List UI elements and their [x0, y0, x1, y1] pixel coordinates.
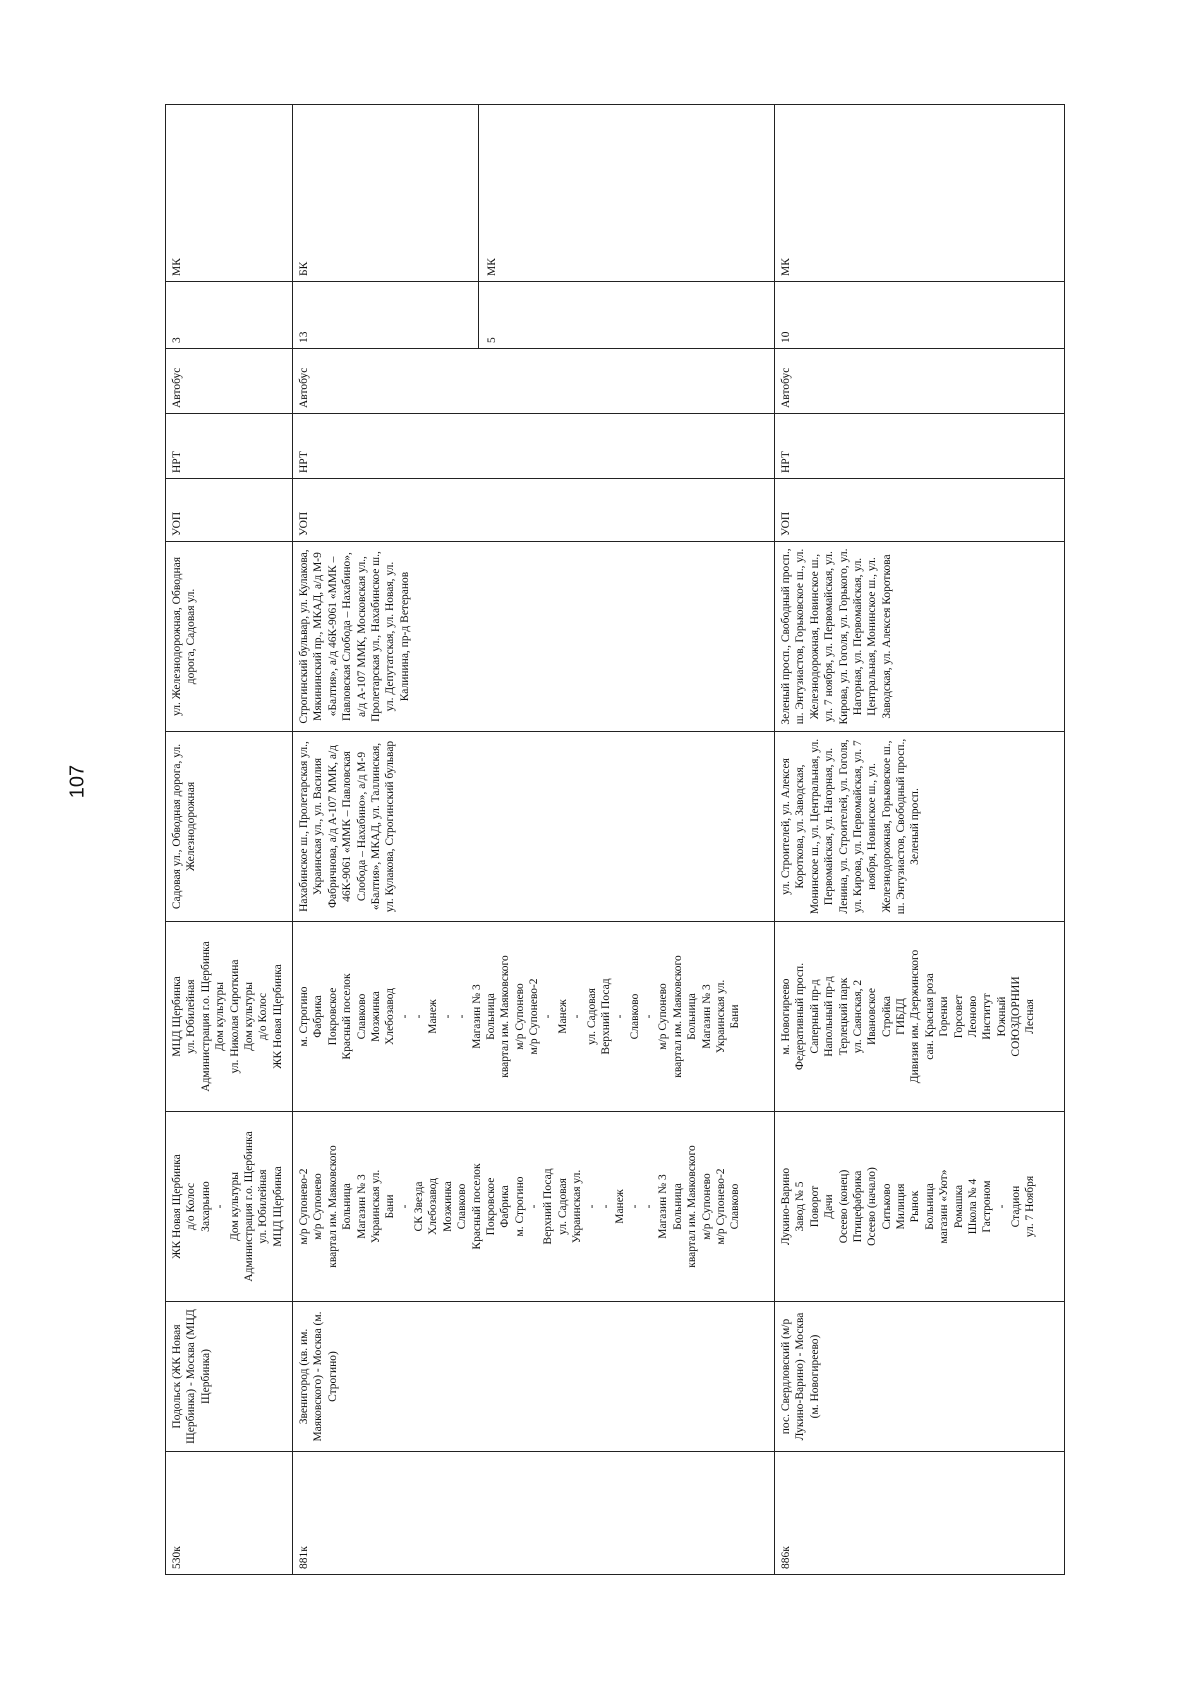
stop-name: м/р Супонево: [513, 983, 526, 1050]
stop-name: ул. Николая Сироткина: [228, 959, 241, 1074]
stop-name: квартал им. Маяковского: [499, 955, 512, 1078]
stop-name: ЖК Новая Щербинка: [271, 964, 284, 1069]
stop-name: Милиция: [895, 1183, 907, 1230]
stop-name: -: [441, 1014, 454, 1019]
stop-name: Больница: [671, 1183, 684, 1230]
stop-name: м/р Супонево-2: [714, 1168, 727, 1245]
page-number: 107: [66, 764, 89, 799]
stops-forward: [775, 1112, 1065, 1302]
stops-back: [166, 922, 293, 1112]
stop-name: Украинская ул.: [571, 1169, 584, 1244]
stop-name: Федеративный просп.: [794, 962, 807, 1071]
stop-name: ул. Юбилейная: [257, 1169, 270, 1244]
stop-name: Дом культуры: [228, 1172, 241, 1241]
stop-name: Славково: [729, 1183, 742, 1230]
stop-name: -: [995, 1204, 1008, 1209]
stop-name: Покровское: [484, 1177, 497, 1236]
stop-name: ул. Садовая: [585, 988, 598, 1045]
stop-name: -: [628, 1204, 641, 1209]
stop-name: квартал им. Маяковского: [671, 955, 684, 1078]
vehicles-count-cell: [293, 282, 775, 349]
stop-name: Лесная: [1024, 999, 1037, 1034]
stops-forward: [166, 1112, 293, 1302]
stop-name: -: [398, 1204, 411, 1209]
route-name: Звенигород (кв. им. Маяковского) - Москва (м. Строгино): [293, 1302, 775, 1452]
route-type: УОП: [775, 479, 1065, 542]
stop-name: Хлебозавод: [427, 1177, 440, 1236]
streets-forward: ул. Строителей, ул. Алексея Короткова, ул. Заводская, Монинское ш., ул. Центральная, ул. Первомайская, ул. Нагорная, ул. Ленина, ул. Строителей, ул. Гоголя, ул. Кирова, ул. Первомайская, ул. 7 ноября, Новинское ш., ул. Железнодорожная, Горьковское ш., ш. Энтузиастов, Свободный просп., Зеленый просп.: [775, 732, 1065, 922]
vehicles-count: 13: [298, 331, 310, 343]
stop-name: Мозжинка: [369, 991, 382, 1042]
route-name: пос. Свердловский (м/р Лукино-Варино) - Москва (м. Новогиреево): [775, 1302, 1065, 1452]
stops-forward: [293, 1112, 775, 1302]
stop-name: Верхний Посад: [599, 978, 612, 1055]
stop-name: Больница: [484, 993, 497, 1040]
stop-name: Ивановское: [866, 987, 879, 1046]
stop-name: ул. Юбилейная: [185, 979, 198, 1054]
stop-name: Администрация г.о. Щербинка: [242, 1131, 255, 1282]
stop-name: Институт: [981, 993, 994, 1040]
route-name: Подольск (ЖК Новая Щербинка) - Москва (МЦД Щербинка): [166, 1302, 293, 1452]
stop-name: Манеж: [556, 999, 569, 1034]
stop-name: Дачи: [823, 1194, 836, 1219]
vehicle-class: МК: [775, 105, 1065, 282]
stop-name: м/р Супонево: [312, 1173, 325, 1240]
transport-type: Автобус: [775, 349, 1065, 414]
route-number: 530к: [166, 1452, 293, 1575]
stop-name: -: [585, 1204, 598, 1209]
streets-forward: Нахабинское ш., Пролетарская ул., Украинская ул., ул. Василия Фабричнова, а/д А-107 ММК, а/д 46К-9061 «ММК – Павловская Слобода – Нахабино», а/д М-9 «Балтия», МКАД, ул. Таллинская, ул. Кулакова, Строгинский бульвар: [293, 732, 775, 922]
stop-name: Верхний Посад: [542, 1168, 555, 1245]
table-row: [166, 105, 293, 1575]
stop-name: Фабрика: [312, 995, 325, 1038]
stop-name: Славково: [355, 993, 368, 1040]
stop-name: Терлецкий парк: [837, 977, 850, 1056]
streets-back: Зеленый просп., Свободный просп., ш. Энтузиастов, Горьковское ш., ул. Железнодорожная, Новинское ш., ул. 7 ноября, ул. Первомайская, ул. Кирова, ул. Гоголя, ул. Горького, ул. Нагорная, ул. Первомайская, ул. Центральная, Монинское ш., ул. Заводская, ул. Алексея Короткова: [775, 542, 1065, 732]
stop-name: Красный поселок: [341, 973, 354, 1060]
stop-name: Стадион: [1010, 1185, 1022, 1228]
stop-name: квартал им. Маяковского: [686, 1145, 699, 1268]
stop-name: Администрация г.о. Щербинка: [199, 941, 212, 1092]
stop-name: -: [614, 1014, 627, 1019]
stop-name: м. Новогиреево: [780, 978, 792, 1055]
vehicle-class: МК: [166, 105, 293, 282]
stop-name: -: [599, 1204, 612, 1209]
stop-name: Лукино-Варино: [780, 1167, 792, 1246]
stop-name: сан. Красная роза: [923, 973, 936, 1060]
stop-name: м. Строгино: [298, 986, 310, 1047]
streets-forward: Садовая ул., Обводная дорога, ул. Железнодорожная: [166, 732, 293, 922]
stop-name: Школа № 4: [966, 1178, 979, 1235]
stop-name: д/о Колос: [257, 992, 270, 1041]
stop-name: Ромашка: [952, 1184, 965, 1229]
stop-name: м. Строгино: [513, 1176, 526, 1237]
stop-name: Леоново: [966, 995, 979, 1038]
stop-name: Южный: [995, 996, 1008, 1037]
split-line: [478, 104, 479, 282]
stop-name: м/р Супонево: [657, 983, 670, 1050]
stop-name: Магазин № 3: [470, 984, 483, 1049]
stop-name: -: [643, 1204, 655, 1209]
vehicle-class: БК: [298, 261, 310, 276]
stop-name: -: [542, 1014, 555, 1019]
rotated-page-content: [165, 105, 1070, 1575]
stop-name: -: [528, 1204, 540, 1209]
route-number: 886к: [775, 1452, 1065, 1575]
route-type: УОП: [293, 479, 775, 542]
stop-name: ЖК Новая Щербинка: [171, 1154, 183, 1259]
stops-back: [775, 922, 1065, 1112]
stop-name: Рынок: [909, 1190, 922, 1223]
stop-name: м/р Супонево-2: [298, 1168, 310, 1245]
stop-name: Дом культуры: [242, 982, 255, 1051]
stop-name: Больница: [686, 993, 699, 1040]
stop-name: Магазин № 3: [700, 984, 713, 1049]
transport-type: Автобус: [293, 349, 775, 414]
stop-name: Больница: [341, 1183, 354, 1230]
stop-name: -: [456, 1014, 469, 1019]
vehicles-count: 10: [775, 282, 1065, 349]
stop-name: Хлебозавод: [384, 987, 397, 1046]
stop-name: Дом культуры: [214, 982, 227, 1051]
route-number: 881к: [293, 1452, 775, 1575]
stop-name: Горенки: [938, 996, 951, 1037]
stop-name: Магазин № 3: [355, 1174, 368, 1239]
stop-name: СК Звезда: [413, 1181, 425, 1232]
stop-name: Мозжинка: [441, 1181, 454, 1232]
stop-name: СОЮЗДОРНИИ: [1010, 976, 1022, 1057]
transport-type: Автобус: [166, 349, 293, 414]
stop-name: ГИБДД: [895, 998, 907, 1035]
stop-name: Птицефабрика: [851, 1170, 864, 1243]
table-row: [775, 105, 1065, 1575]
stop-name: д/о Колос: [185, 1182, 198, 1231]
stop-name: ул. Садовая: [556, 1178, 569, 1235]
stop-name: Саперный пр-д: [808, 979, 821, 1054]
stop-name: Бани: [384, 1194, 397, 1219]
stop-name: Украинская ул.: [369, 1169, 382, 1244]
stop-name: -: [413, 1014, 425, 1019]
streets-back: ул. Железнодорожная, Обводная дорога, Садовая ул.: [166, 542, 293, 732]
stop-name: Покровское: [326, 987, 339, 1046]
stop-name: -: [643, 1014, 655, 1019]
routes-table: [165, 104, 1065, 1575]
stop-name: Славково: [628, 993, 641, 1040]
stop-name: Захарьино: [199, 1181, 212, 1232]
stop-name: ул. 7 Ноября: [1024, 1175, 1037, 1238]
vehicles-count-second: 5: [486, 337, 498, 343]
stop-name: ул. Саянская, 2: [851, 979, 864, 1054]
stop-name: Завод № 5: [794, 1181, 807, 1232]
stop-name: Стройка: [880, 996, 893, 1037]
stop-name: м/р Супонево: [700, 1173, 713, 1240]
stop-name: Красный поселок: [470, 1163, 483, 1250]
tariff: НРТ: [166, 414, 293, 479]
table-row: [293, 105, 775, 1575]
stop-name: МЦД Щербинка: [271, 1166, 284, 1247]
stop-name: Напольный пр-д: [823, 976, 836, 1057]
stop-name: магазин «Уют»: [938, 1169, 951, 1244]
stop-name: Бани: [729, 1004, 742, 1029]
stop-name: Гастроном: [981, 1180, 994, 1233]
stop-name: Ситьково: [880, 1183, 893, 1230]
stop-name: Фабрика: [499, 1185, 512, 1228]
stop-name: квартал им. Маяковского: [326, 1145, 339, 1268]
vehicle-class-second: МК: [486, 258, 498, 276]
stop-name: Украинская ул.: [714, 979, 727, 1054]
stop-name: Манеж: [614, 1189, 627, 1224]
stop-name: Славково: [456, 1183, 469, 1230]
split-line: [478, 281, 479, 349]
stop-name: Дивизия им. Дзержинского: [909, 949, 922, 1084]
tariff: НРТ: [293, 414, 775, 479]
vehicles-count: 3: [166, 282, 293, 349]
stop-name: Больница: [923, 1183, 936, 1230]
stop-name: МЦД Щербинка: [171, 976, 183, 1057]
stop-name: Горсовет: [952, 994, 965, 1039]
stop-name: Магазин № 3: [657, 1174, 670, 1239]
vehicle-class-cell: [293, 105, 775, 282]
stop-name: м/р Супонево-2: [528, 978, 540, 1055]
stop-name: Манеж: [427, 999, 440, 1034]
stop-name: Поворот: [808, 1185, 821, 1228]
stop-name: -: [214, 1204, 227, 1209]
stop-name: -: [398, 1014, 411, 1019]
stop-name: Осеево (конец): [837, 1169, 850, 1244]
streets-back: Строгинский бульвар, ул. Кулакова, Мякининский пр., МКАД, а/д М-9 «Балтия», а/д 46К-9061 «ММК – Павловская Слобода – Нахабино», а/д А-107 ММК, Московская ул., Пролетарская ул., Нахабинское ш., ул. Депутатская, ул. Новая, ул. Калинина, пр-д Ветеранов: [293, 542, 775, 732]
tariff: НРТ: [775, 414, 1065, 479]
stop-name: -: [571, 1014, 584, 1019]
stops-back: [293, 922, 775, 1112]
route-type: УОП: [166, 479, 293, 542]
stop-name: Осеево (начало): [866, 1167, 879, 1246]
